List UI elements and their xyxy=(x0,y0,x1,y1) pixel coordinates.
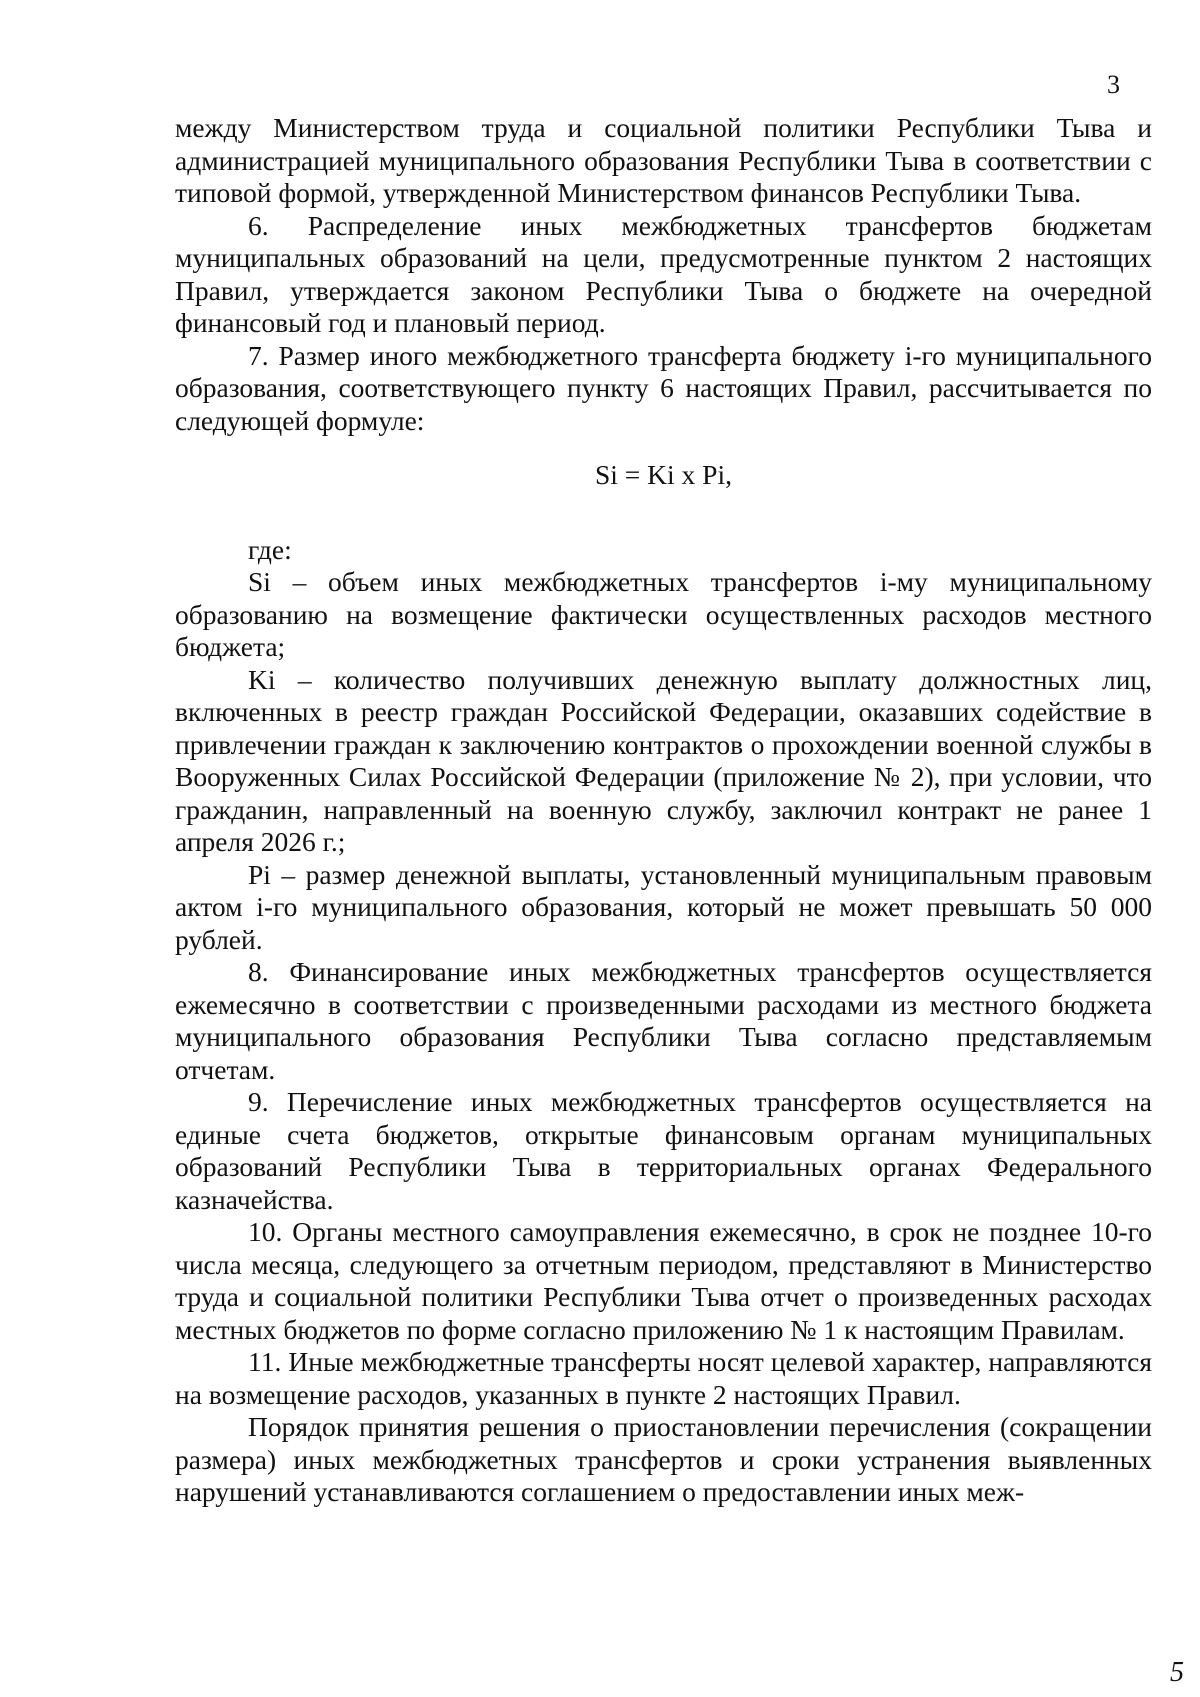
definition-si: Si – объем иных межбюджетных трансфертов i-му муниципальному образованию на возмещение фактически осуществленных расходов местного бюджета; xyxy=(175,566,1152,662)
paragraph-intro-continuation: между Министерством труда и социальной политики Республики Тыва и администрацией муниципального образования Республики Тыва в соответствии с типовой формой, утвержденной Министерством финансов Республики Тыва. xyxy=(175,112,1152,208)
paragraph-item-9: 9. Перечисление иных межбюджетных трансфертов осуществляется на единые счета бюджетов, открытые финансовым органам муниципальных образований Республики Тыва в территориальных органах Федерального казначейства. xyxy=(175,1086,1152,1215)
page-number: 3 xyxy=(1107,70,1120,99)
formula: Si = Ki x Pi, xyxy=(594,459,732,490)
formula-where-label: где: xyxy=(248,533,292,565)
corner-mark: 5 xyxy=(1170,1657,1184,1688)
document-body xyxy=(175,112,1152,1509)
definition-ki: Ki – количество получивших денежную выплату должностных лиц, включенных в реестр граждан Российской Федерации, оказавших содействие в привлечении граждан к заключению контрактов о прохождении военной службы в Вооруженных Силах Российской Федерации (приложение № 2), при условии, что гражданин, направленный на военную службу, заключил контракт не ранее 1 апреля 2026 г.; xyxy=(175,663,1152,857)
paragraph-item-10: 10. Органы местного самоуправления ежемесячно, в срок не позднее 10-го числа месяца, следующего за отчетным периодом, представляют в Министерство труда и социальной политики Республики Тыва отчет о произведенных расходах местных бюджетов по форме согласно приложению № 1 к настоящим Правилам. xyxy=(175,1216,1152,1345)
paragraph-item-6: 6. Распределение иных межбюджетных трансфертов бюджетам муниципальных образований на цели, предусмотренные пунктом 2 настоящих Правил, утверждается законом Республики Тыва о бюджете на очередной финансовый год и плановый период. xyxy=(175,209,1152,338)
paragraph-item-7: 7. Размер иного межбюджетного трансферта бюджету i-го муниципального образования, соответствующего пункту 6 настоящих Правил, рассчитывается по следующей формуле: xyxy=(175,339,1152,436)
paragraph-item-11: 11. Иные межбюджетные трансферты носят целевой характер, направляются на возмещение расходов, указанных в пункте 2 настоящих Правил. xyxy=(175,1346,1152,1410)
paragraph-item-8: 8. Финансирование иных межбюджетных трансфертов осуществляется ежемесячно в соответствии с произведенными расходами из местного бюджета муниципального образования Республики Тыва согласно представляемым отчетам. xyxy=(175,956,1152,1085)
paragraph-suspension-procedure: Порядок принятия решения о приостановлении перечисления (сокращении размера) иных межбюджетных трансфертов и сроки устранения выявленных нарушений устанавливаются соглашением о предоставлении иных меж- xyxy=(175,1411,1152,1507)
definition-pi: Pi – размер денежной выплаты, установленный муниципальным правовым актом i-го муниципального образования, который не может превышать 50 000 рублей. xyxy=(175,858,1152,955)
